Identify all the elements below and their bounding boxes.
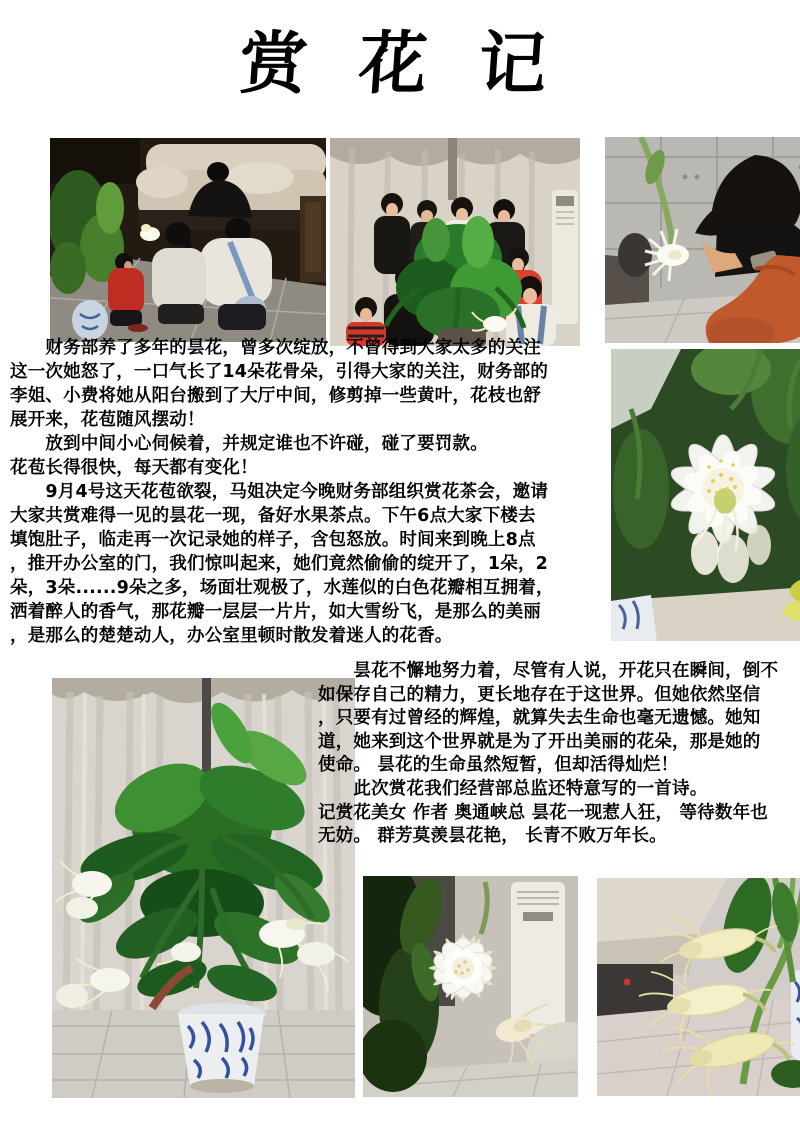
- photo-night-family-viewing: [50, 138, 326, 342]
- text-line: 9月4号这天花苞欲裂，马姐决定今晚财务部组织赏花茶会，邀请: [10, 482, 549, 502]
- text-line: 此次赏花我们经营部总监还特意写的一首诗。: [318, 778, 708, 799]
- text-line: 昙花不懈地努力着，尽管有人说，开花只在瞬间，倒不: [318, 661, 779, 681]
- photo-flower-with-air-conditioner: [363, 876, 578, 1097]
- photo-hanging-flower-buds: [597, 878, 800, 1096]
- photo-white-flower-closeup: [611, 349, 800, 641]
- page-title: 赏 花 记: [236, 24, 564, 104]
- text-line: 花苞长得很快，每天都有变化！: [10, 458, 258, 478]
- buds-scene: [597, 878, 800, 1096]
- story-left-column: [10, 336, 566, 648]
- text-line: 李姐、小费将她从阳台搬到了大厅中间，修剪掉一些黄叶，花枝也舒: [10, 386, 541, 406]
- photo-group-with-plant: [330, 138, 580, 346]
- text-line: 使命。 昙花的生命虽然短暂，但却活得灿烂！: [318, 755, 679, 776]
- text-line: 财务部养了多年的昙花，曾多次绽放，不曾得到大家太多的关注: [10, 338, 541, 358]
- text-line: ，推开办公室的门，我们惊叫起来，她们竟然偷偷的绽开了，1朵，2: [10, 554, 549, 574]
- text-line: 道，她来到这个世界就是为了开出美丽的花朵，那是她的: [318, 731, 761, 752]
- text-line: 大家共赏难得一见的昙花一现，备好水果茶点。下午6点大家下楼去: [10, 506, 536, 526]
- group-photo-scene: [330, 138, 580, 346]
- story-right-column: [318, 660, 798, 849]
- text-line: 朵，3朵......9朵之多，场面壮观极了，水莲似的白色花瓣相互拥着，: [10, 578, 554, 598]
- text-line: ，是那么的楚楚动人，办公室里顿时散发着迷人的花香。: [10, 626, 453, 646]
- photo-woman-smelling-flower: [605, 137, 800, 343]
- text-line: 填饱肚子，临走再一次记录她的样子，含包怒放。时间来到晚上8点: [10, 530, 536, 550]
- text-line: 展开来，花苞随风摆动！: [10, 410, 205, 430]
- text-line: 放到中间小心伺候着，并规定谁也不许碰，碰了要罚款。: [10, 434, 488, 454]
- text-line: 如保存自己的精力，更长地存在于这世界。但她依然坚信: [318, 684, 761, 705]
- woman-flower-scene: [605, 137, 800, 343]
- text-line: ，只要有过曾经的辉煌，就算失去生命也毫无遗憾。她知: [318, 708, 761, 729]
- text-line: 洒着醉人的香气，那花瓣一层层一片片，如大雪纷飞，是那么的美丽: [10, 602, 541, 622]
- text-line: 这一次她怒了，一口气长了14朵花骨朵，引得大家的关注，财务部的: [10, 362, 549, 382]
- plant-pot-scene: [52, 678, 355, 1098]
- text-line: 无妨。 群芳莫羡昙花艳， 长青不败万年长。: [318, 826, 667, 847]
- night-living-room-scene: [50, 138, 326, 342]
- photo-epiphyllum-plant-pot: [52, 678, 355, 1098]
- text-line: 记赏花美女 作者 奥通峡总 昙花一现惹人狂， 等待数年也: [318, 802, 768, 823]
- flower-closeup-scene: [611, 349, 800, 641]
- flower-ac-scene: [363, 876, 578, 1097]
